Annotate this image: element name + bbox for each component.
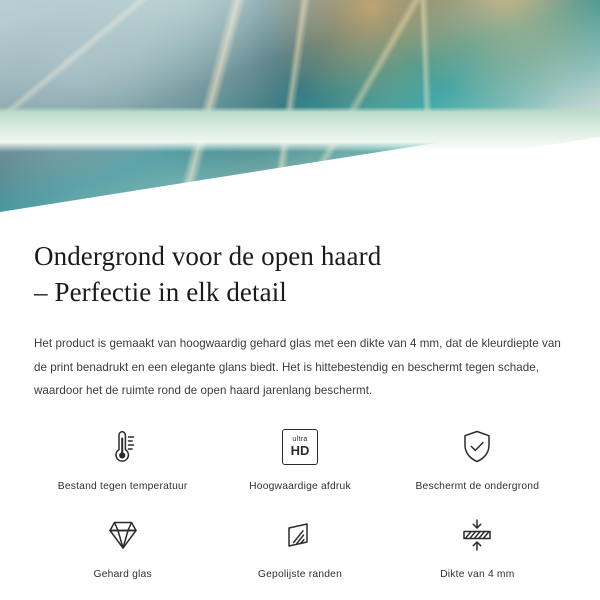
hero-image [0, 0, 600, 222]
ultra-hd-badge-bottom: HD [290, 443, 310, 459]
feature-item [34, 424, 211, 492]
sparkle-icon [470, 190, 486, 206]
sparkle-icon [498, 162, 544, 208]
feature-item [34, 512, 211, 580]
page-title-line-1: Ondergrond voor de open haard [34, 241, 382, 271]
feature-label: Dikte van 4 mm [440, 568, 515, 580]
thermometer-icon [101, 424, 145, 470]
feature-label: Gepolijste randen [257, 568, 343, 580]
sparkle-icon [538, 188, 564, 214]
page-title-line-2: – Perfectie in elk detail [34, 277, 287, 308]
page-title [34, 222, 566, 310]
feature-item [211, 424, 388, 492]
feature-grid [34, 424, 566, 580]
thickness-4mm-icon [455, 512, 499, 558]
ultra-hd-badge-top: ultra [292, 436, 308, 444]
feature-label: Beschermt de ondergrond [415, 480, 540, 492]
description-paragraph: Het product is gemaakt van hoogwaardig gehard glas met een dikte van 4 mm, dat de kleurdiepte van de print benadrukt en een elegante glans biedt. Het is hittebestendig en beschermt tegen schade, waardoor het de ruimte rond de open haard jarenlang beschermt. [34, 337, 561, 397]
glass-panel-artwork [0, 0, 600, 212]
polished-edges-icon [278, 512, 322, 558]
feature-item [389, 512, 566, 580]
feature-label: Bestand tegen temperatuur [57, 480, 188, 492]
ultra-hd-icon [282, 424, 318, 470]
feature-item [389, 424, 566, 492]
shield-check-icon [455, 424, 499, 470]
diamond-icon [101, 512, 145, 558]
feature-label: Gehard glas [93, 568, 152, 580]
feature-label: Hoogwaardige afdruk [249, 480, 351, 492]
feature-item [211, 512, 388, 580]
content-area [0, 222, 600, 580]
